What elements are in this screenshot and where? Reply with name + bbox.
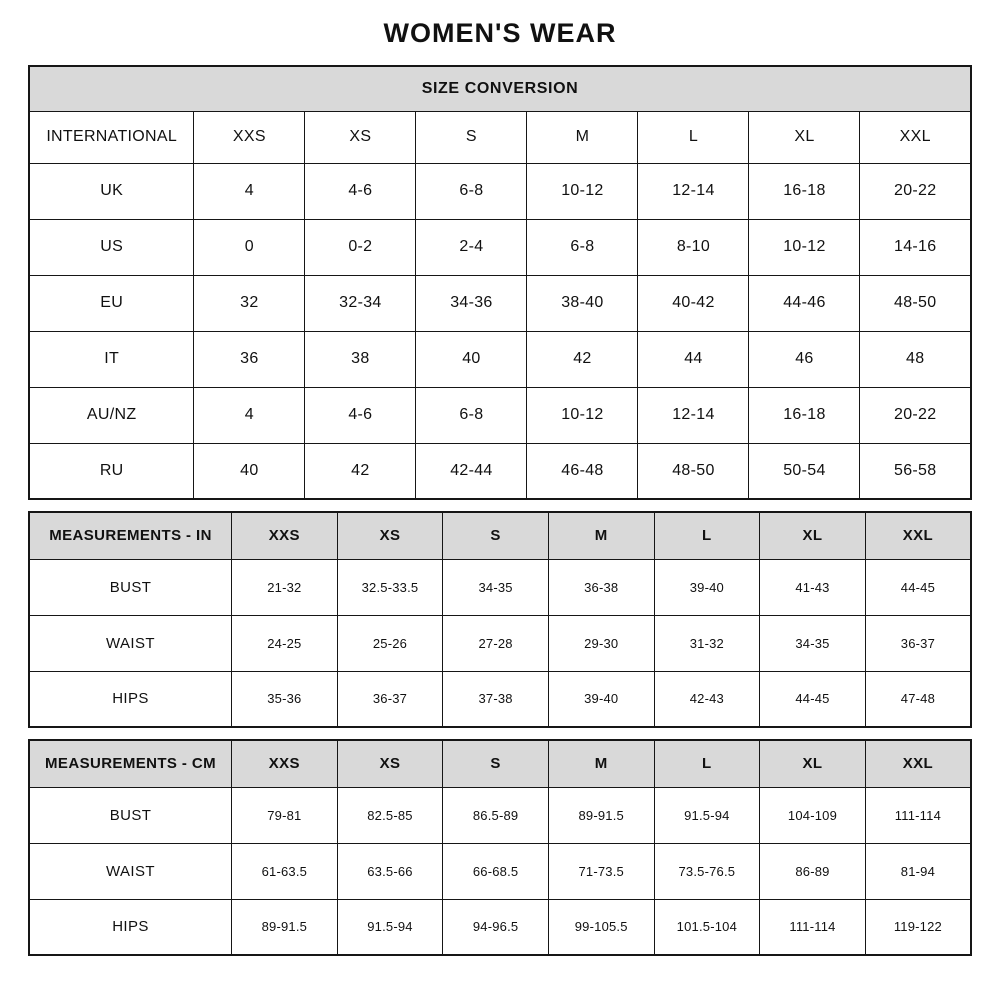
- size-column-header: XXL: [865, 512, 971, 559]
- value-cell: 42: [305, 443, 416, 499]
- value-cell: 37-38: [443, 671, 549, 727]
- size-column-header: XS: [337, 512, 443, 559]
- value-cell: 82.5-85: [337, 787, 443, 843]
- table-row: [29, 671, 971, 727]
- size-column-header: M: [527, 111, 638, 163]
- value-cell: 34-35: [760, 615, 866, 671]
- value-cell: 16-18: [749, 163, 860, 219]
- size-column-header: S: [416, 111, 527, 163]
- measurements-cm-body: [29, 787, 971, 955]
- value-cell: 48-50: [638, 443, 749, 499]
- value-cell: 66-68.5: [443, 843, 549, 899]
- size-column-header: XXS: [194, 111, 305, 163]
- size-column-header: XS: [337, 740, 443, 787]
- value-cell: 91.5-94: [337, 899, 443, 955]
- value-cell: 4-6: [305, 387, 416, 443]
- header-label: MEASUREMENTS - IN: [29, 512, 232, 559]
- size-column-header: XL: [749, 111, 860, 163]
- size-column-header: L: [654, 512, 760, 559]
- value-cell: 86.5-89: [443, 787, 549, 843]
- table-row: [29, 163, 971, 219]
- page-title: WOMEN'S WEAR: [383, 18, 617, 48]
- value-cell: 41-43: [760, 559, 866, 615]
- size-column-header: XL: [760, 512, 866, 559]
- value-cell: 12-14: [638, 163, 749, 219]
- value-cell: 36: [194, 331, 305, 387]
- size-column-header: M: [548, 740, 654, 787]
- header-label: INTERNATIONAL: [29, 111, 194, 163]
- value-cell: 104-109: [760, 787, 866, 843]
- value-cell: 29-30: [548, 615, 654, 671]
- size-column-header: L: [654, 740, 760, 787]
- row-label: WAIST: [29, 615, 232, 671]
- value-cell: 0-2: [305, 219, 416, 275]
- measurements-in-table: [28, 511, 972, 728]
- value-cell: 36-37: [337, 671, 443, 727]
- table-row: [29, 559, 971, 615]
- row-label: BUST: [29, 787, 232, 843]
- value-cell: 63.5-66: [337, 843, 443, 899]
- value-cell: 6-8: [416, 387, 527, 443]
- value-cell: 24-25: [232, 615, 338, 671]
- size-column-header: S: [443, 740, 549, 787]
- size-column-header: XL: [760, 740, 866, 787]
- value-cell: 48: [860, 331, 971, 387]
- value-cell: 10-12: [749, 219, 860, 275]
- value-cell: 14-16: [860, 219, 971, 275]
- value-cell: 44-46: [749, 275, 860, 331]
- value-cell: 99-105.5: [548, 899, 654, 955]
- value-cell: 42: [527, 331, 638, 387]
- value-cell: 10-12: [527, 163, 638, 219]
- value-cell: 39-40: [548, 671, 654, 727]
- value-cell: 46: [749, 331, 860, 387]
- value-cell: 32.5-33.5: [337, 559, 443, 615]
- value-cell: 36-37: [865, 615, 971, 671]
- row-label: RU: [29, 443, 194, 499]
- value-cell: 2-4: [416, 219, 527, 275]
- size-column-header: XXL: [865, 740, 971, 787]
- value-cell: 86-89: [760, 843, 866, 899]
- value-cell: 27-28: [443, 615, 549, 671]
- value-cell: 94-96.5: [443, 899, 549, 955]
- value-cell: 4: [194, 163, 305, 219]
- value-cell: 101.5-104: [654, 899, 760, 955]
- size-column-header: XXS: [232, 740, 338, 787]
- value-cell: 6-8: [527, 219, 638, 275]
- value-cell: 40: [194, 443, 305, 499]
- value-cell: 48-50: [860, 275, 971, 331]
- row-label: US: [29, 219, 194, 275]
- table-row: [29, 387, 971, 443]
- value-cell: 89-91.5: [548, 787, 654, 843]
- table-row: [29, 443, 971, 499]
- value-cell: 8-10: [638, 219, 749, 275]
- table-row: [29, 843, 971, 899]
- measurements-cm-header-row: [29, 740, 971, 787]
- value-cell: 61-63.5: [232, 843, 338, 899]
- value-cell: 31-32: [654, 615, 760, 671]
- size-conversion-banner-row: [29, 66, 971, 111]
- value-cell: 20-22: [860, 163, 971, 219]
- value-cell: 50-54: [749, 443, 860, 499]
- value-cell: 111-114: [760, 899, 866, 955]
- value-cell: 73.5-76.5: [654, 843, 760, 899]
- value-cell: 42-43: [654, 671, 760, 727]
- value-cell: 16-18: [749, 387, 860, 443]
- value-cell: 40-42: [638, 275, 749, 331]
- value-cell: 44-45: [865, 559, 971, 615]
- size-column-header: S: [443, 512, 549, 559]
- value-cell: 21-32: [232, 559, 338, 615]
- row-label: WAIST: [29, 843, 232, 899]
- value-cell: 79-81: [232, 787, 338, 843]
- row-label: UK: [29, 163, 194, 219]
- value-cell: 38: [305, 331, 416, 387]
- size-conversion-table: [28, 65, 972, 500]
- value-cell: 34-35: [443, 559, 549, 615]
- table-row: [29, 899, 971, 955]
- size-conversion-title: SIZE CONVERSION: [29, 66, 971, 111]
- measurements-in-body: [29, 559, 971, 727]
- size-column-header: L: [638, 111, 749, 163]
- table-row: [29, 787, 971, 843]
- value-cell: 4-6: [305, 163, 416, 219]
- row-label: IT: [29, 331, 194, 387]
- row-label: BUST: [29, 559, 232, 615]
- size-column-header: M: [548, 512, 654, 559]
- table-row: [29, 331, 971, 387]
- value-cell: 40: [416, 331, 527, 387]
- value-cell: 42-44: [416, 443, 527, 499]
- value-cell: 91.5-94: [654, 787, 760, 843]
- table-row: [29, 275, 971, 331]
- value-cell: 44-45: [760, 671, 866, 727]
- row-label: HIPS: [29, 899, 232, 955]
- size-conversion-body: [29, 163, 971, 499]
- value-cell: 0: [194, 219, 305, 275]
- row-label: HIPS: [29, 671, 232, 727]
- row-label: AU/NZ: [29, 387, 194, 443]
- value-cell: 36-38: [548, 559, 654, 615]
- value-cell: 47-48: [865, 671, 971, 727]
- size-column-header: XS: [305, 111, 416, 163]
- size-conversion-header-row: [29, 111, 971, 163]
- size-column-header: XXS: [232, 512, 338, 559]
- value-cell: 10-12: [527, 387, 638, 443]
- table-row: [29, 615, 971, 671]
- value-cell: 71-73.5: [548, 843, 654, 899]
- value-cell: 32: [194, 275, 305, 331]
- value-cell: 39-40: [654, 559, 760, 615]
- table-row: [29, 219, 971, 275]
- measurements-cm-table: [28, 739, 972, 956]
- value-cell: 111-114: [865, 787, 971, 843]
- row-label: EU: [29, 275, 194, 331]
- header-label: MEASUREMENTS - CM: [29, 740, 232, 787]
- value-cell: 46-48: [527, 443, 638, 499]
- measurements-in-header-row: [29, 512, 971, 559]
- value-cell: 25-26: [337, 615, 443, 671]
- value-cell: 34-36: [416, 275, 527, 331]
- value-cell: 4: [194, 387, 305, 443]
- value-cell: 32-34: [305, 275, 416, 331]
- value-cell: 56-58: [860, 443, 971, 499]
- value-cell: 38-40: [527, 275, 638, 331]
- value-cell: 35-36: [232, 671, 338, 727]
- value-cell: 6-8: [416, 163, 527, 219]
- value-cell: 81-94: [865, 843, 971, 899]
- value-cell: 89-91.5: [232, 899, 338, 955]
- value-cell: 44: [638, 331, 749, 387]
- value-cell: 12-14: [638, 387, 749, 443]
- size-column-header: XXL: [860, 111, 971, 163]
- value-cell: 119-122: [865, 899, 971, 955]
- value-cell: 20-22: [860, 387, 971, 443]
